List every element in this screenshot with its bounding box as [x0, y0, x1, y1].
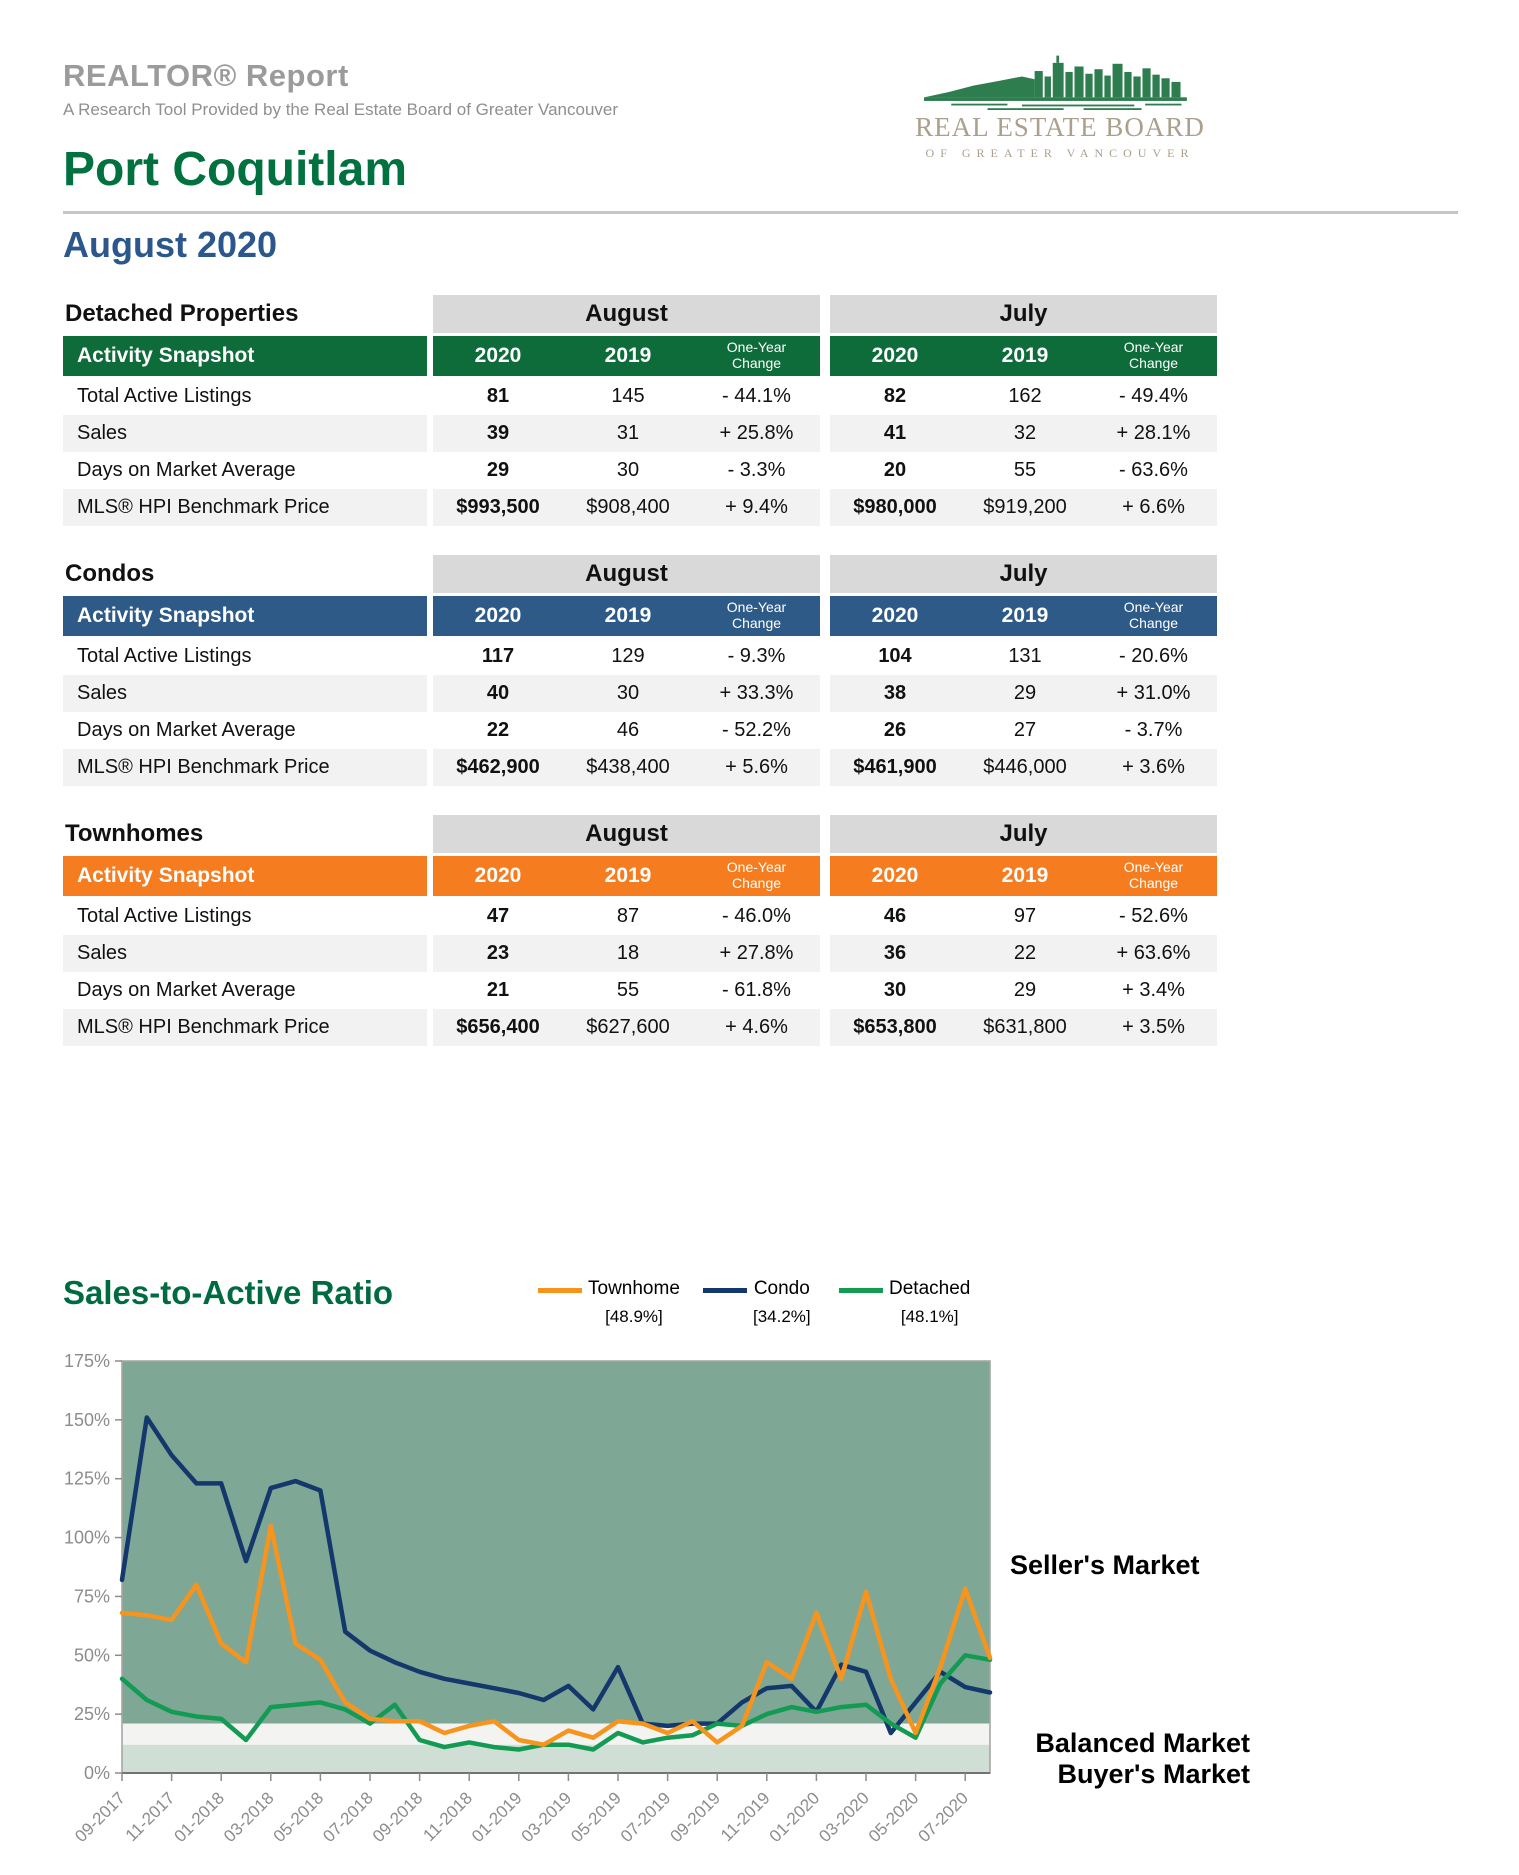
value-cell: $462,900	[433, 749, 563, 786]
table-row	[63, 638, 1217, 675]
balanced-market-label: Balanced Market	[1035, 1728, 1250, 1758]
value-cell: - 63.6%	[1119, 459, 1188, 481]
value-cell: + 25.8%	[693, 415, 820, 452]
table-row	[63, 675, 1217, 712]
one-year-change-header	[1090, 596, 1217, 636]
y-axis-label: 0%	[83, 1763, 110, 1783]
value-cell: 30	[883, 979, 907, 1001]
value-cell: + 63.6%	[1090, 935, 1217, 972]
table-title: Townhomes	[65, 820, 204, 847]
x-axis-label: 03-2018	[220, 1788, 278, 1846]
one-year-change-text: One-Year Change	[726, 859, 787, 891]
chart-title: Sales-to-Active Ratio	[63, 1274, 394, 1311]
month-header-july: July	[830, 555, 1217, 593]
row-label: Days on Market Average	[77, 719, 296, 741]
y-axis-label: 125%	[63, 1468, 110, 1489]
year-header-2020: 2020	[433, 596, 563, 636]
table-detached	[63, 295, 1217, 526]
value-cell: $438,400	[563, 749, 693, 786]
y-axis-label: 50%	[73, 1645, 110, 1666]
x-axis-label: 07-2020	[914, 1788, 973, 1846]
value-cell: 55	[1013, 459, 1037, 481]
one-year-change-text: One-Year Change	[726, 339, 787, 371]
value-cell: $653,800	[830, 1009, 960, 1046]
value-cell: 46	[883, 905, 907, 927]
value-cell: + 5.6%	[693, 749, 820, 786]
value-cell: 81	[486, 385, 510, 407]
year-header-2019: 2019	[960, 856, 1090, 896]
table-header-row	[63, 555, 1217, 593]
value-cell: 82	[883, 385, 907, 407]
value-cell: 162	[1008, 385, 1042, 407]
x-axis-label: 05-2018	[269, 1788, 328, 1846]
value-cell: - 52.6%	[1119, 905, 1188, 927]
row-label: Total Active Listings	[77, 385, 252, 407]
table-row	[63, 1009, 1217, 1046]
activity-snapshot-row	[63, 336, 1217, 376]
value-cell: 145	[611, 385, 645, 407]
year-header-2020: 2020	[433, 336, 563, 376]
value-cell: 22	[960, 935, 1090, 972]
period-title: August 2020	[63, 224, 278, 265]
activity-snapshot-row	[63, 596, 1217, 636]
value-cell: 31	[563, 415, 693, 452]
value-cell: 46	[616, 719, 640, 741]
value-cell: 29	[1013, 979, 1037, 1001]
logo-wordmark: REAL ESTATE BOARD	[915, 112, 1205, 142]
month-header-august: August	[433, 295, 820, 333]
table-title: Condos	[65, 560, 155, 587]
value-cell: 38	[830, 675, 960, 712]
value-cell: 27	[1013, 719, 1037, 741]
table-townhomes	[63, 815, 1217, 1046]
y-axis-label: 175%	[63, 1351, 110, 1371]
x-axis-label: 01-2018	[170, 1788, 229, 1846]
x-axis-label: 09-2017	[71, 1788, 129, 1846]
one-year-change-text: One-Year Change	[1123, 599, 1184, 631]
value-cell: 41	[830, 415, 960, 452]
year-header-2019: 2019	[960, 336, 1090, 376]
year-header-2020: 2020	[830, 336, 960, 376]
table-condos	[63, 555, 1217, 786]
value-cell: 20	[883, 459, 907, 481]
table-row	[63, 415, 1217, 452]
value-cell: - 61.8%	[722, 979, 791, 1001]
legend-item-detached	[839, 1278, 970, 1327]
x-axis-label: 07-2019	[616, 1788, 675, 1846]
value-cell: 117	[481, 645, 515, 667]
row-label: Total Active Listings	[77, 905, 252, 927]
table-row	[63, 935, 1217, 972]
x-axis-label: 01-2020	[765, 1788, 824, 1846]
value-cell: - 49.4%	[1119, 385, 1188, 407]
year-header-2020: 2020	[830, 856, 960, 896]
value-cell: 55	[616, 979, 640, 1001]
value-cell: 30	[563, 675, 693, 712]
month-header-july: July	[830, 295, 1217, 333]
x-axis-label: 11-2017	[121, 1788, 179, 1846]
market-band	[122, 1745, 990, 1773]
activity-snapshot-row	[63, 856, 1217, 896]
table-row	[63, 898, 1217, 935]
value-cell: 18	[563, 935, 693, 972]
one-year-change-header	[693, 596, 820, 636]
year-header-2020: 2020	[830, 596, 960, 636]
legend-current-value: [48.9%]	[605, 1307, 663, 1326]
one-year-change-header	[693, 336, 820, 376]
value-cell: $908,400	[563, 489, 693, 526]
year-header-2019: 2019	[960, 596, 1090, 636]
table-header-row	[63, 295, 1217, 333]
table-row	[63, 712, 1217, 749]
value-cell: $446,000	[960, 749, 1090, 786]
row-label: MLS® HPI Benchmark Price	[63, 1009, 427, 1046]
year-header-2020: 2020	[433, 856, 563, 896]
value-cell: + 3.6%	[1090, 749, 1217, 786]
value-cell: 97	[1013, 905, 1037, 927]
value-cell: - 20.6%	[1119, 645, 1188, 667]
value-cell: + 31.0%	[1090, 675, 1217, 712]
table-row	[63, 378, 1217, 415]
month-header-august: August	[433, 555, 820, 593]
year-header-2019: 2019	[563, 336, 693, 376]
one-year-change-header	[1090, 336, 1217, 376]
y-axis-label: 75%	[73, 1586, 110, 1607]
row-label: MLS® HPI Benchmark Price	[63, 749, 427, 786]
row-label: Total Active Listings	[77, 645, 252, 667]
legend-item-townhome	[538, 1278, 680, 1327]
header-divider	[63, 211, 1458, 214]
value-cell: $656,400	[433, 1009, 563, 1046]
x-axis-label: 05-2020	[864, 1788, 923, 1846]
one-year-change-header	[1090, 856, 1217, 896]
value-cell: 23	[433, 935, 563, 972]
activity-snapshot-label: Activity Snapshot	[63, 336, 427, 376]
table-row	[63, 972, 1217, 1009]
value-cell: 131	[1008, 645, 1042, 667]
activity-snapshot-label: Activity Snapshot	[63, 856, 427, 896]
y-axis-label: 150%	[63, 1409, 110, 1430]
row-label: MLS® HPI Benchmark Price	[63, 489, 427, 526]
vancouver-skyline-icon	[910, 52, 1210, 110]
value-cell: + 33.3%	[693, 675, 820, 712]
x-axis-label: 03-2019	[517, 1788, 576, 1846]
value-cell: 104	[878, 645, 912, 667]
row-label: Sales	[63, 415, 427, 452]
legend-label: Townhome	[588, 1278, 680, 1299]
value-cell: 30	[616, 459, 640, 481]
report-page	[63, 0, 1458, 1853]
month-header-july: July	[830, 815, 1217, 853]
report-subtitle: A Research Tool Provided by the Real Estate Board of Greater Vancouver	[63, 100, 619, 119]
x-axis-label: 01-2019	[468, 1788, 526, 1846]
value-cell: $980,000	[830, 489, 960, 526]
month-header-august: August	[433, 815, 820, 853]
value-cell: 40	[433, 675, 563, 712]
x-axis-label: 11-2019	[716, 1788, 774, 1846]
sellers-market-label: Seller's Market	[1010, 1550, 1200, 1580]
value-cell: 29	[960, 675, 1090, 712]
value-cell: + 3.5%	[1090, 1009, 1217, 1046]
chart-area	[63, 1348, 1458, 1853]
value-cell: $993,500	[433, 489, 563, 526]
y-axis-label: 100%	[63, 1527, 110, 1548]
value-cell: 39	[433, 415, 563, 452]
report-title: REALTOR® Report	[63, 58, 349, 93]
value-cell: - 52.2%	[722, 719, 791, 741]
value-cell: 22	[486, 719, 510, 741]
table-header-row	[63, 815, 1217, 853]
value-cell: 21	[486, 979, 510, 1001]
rebgv-logo	[905, 52, 1215, 161]
value-cell: + 27.8%	[693, 935, 820, 972]
value-cell: 47	[486, 905, 510, 927]
value-cell: $627,600	[563, 1009, 693, 1046]
value-cell: + 4.6%	[693, 1009, 820, 1046]
x-axis-label: 07-2018	[319, 1788, 377, 1846]
value-cell: 87	[616, 905, 640, 927]
townhome-line-swatch	[538, 1288, 582, 1293]
value-cell: - 9.3%	[727, 645, 786, 667]
value-cell: - 46.0%	[722, 905, 791, 927]
table-row	[63, 489, 1217, 526]
legend-current-value: [48.1%]	[900, 1307, 959, 1326]
value-cell: + 3.4%	[1122, 979, 1185, 1001]
value-cell: - 3.7%	[1124, 719, 1183, 741]
value-cell: 32	[960, 415, 1090, 452]
activity-snapshot-label: Activity Snapshot	[63, 596, 427, 636]
x-axis-label: 11-2018	[419, 1788, 477, 1846]
detached-line-swatch	[839, 1288, 883, 1293]
value-cell: + 9.4%	[693, 489, 820, 526]
table-row	[63, 452, 1217, 489]
legend-label: Detached	[889, 1278, 971, 1299]
one-year-change-text: One-Year Change	[1123, 859, 1184, 891]
x-axis-label: 05-2019	[567, 1788, 625, 1846]
value-cell: 36	[830, 935, 960, 972]
buyers-market-label: Buyer's Market	[1057, 1759, 1250, 1789]
value-cell: 129	[611, 645, 645, 667]
y-axis-label: 25%	[73, 1704, 110, 1725]
value-cell: 26	[883, 719, 907, 741]
value-cell: $631,800	[960, 1009, 1090, 1046]
value-cell: + 28.1%	[1090, 415, 1217, 452]
table-title: Detached Properties	[65, 300, 299, 327]
value-cell: - 3.3%	[727, 459, 786, 481]
market-zone-labels	[970, 1728, 1250, 1790]
value-cell: $919,200	[960, 489, 1090, 526]
year-header-2019: 2019	[563, 596, 693, 636]
one-year-change-text: One-Year Change	[1123, 339, 1184, 371]
table-row	[63, 749, 1217, 786]
year-header-2019: 2019	[563, 856, 693, 896]
one-year-change-text: One-Year Change	[726, 599, 787, 631]
value-cell: - 44.1%	[722, 385, 791, 407]
value-cell: 29	[486, 459, 510, 481]
report-header	[63, 58, 1458, 266]
area-title: Port Coquitlam	[63, 143, 407, 196]
row-label: Sales	[63, 675, 427, 712]
sales-to-active-chart	[63, 1348, 1023, 1853]
condo-line-swatch	[703, 1288, 747, 1293]
x-axis-label: 09-2019	[666, 1788, 725, 1846]
x-axis-label: 09-2018	[368, 1788, 427, 1846]
row-label: Sales	[63, 935, 427, 972]
sales-to-active-section	[63, 1274, 1458, 1853]
row-label: Days on Market Average	[77, 979, 296, 1001]
legend-current-value: [34.2%]	[753, 1307, 811, 1326]
value-cell: + 6.6%	[1090, 489, 1217, 526]
row-label: Days on Market Average	[77, 459, 296, 481]
logo-wordmark-sub: OF GREATER VANCOUVER	[925, 146, 1195, 160]
value-cell: $461,900	[830, 749, 960, 786]
x-axis-label: 03-2020	[815, 1788, 873, 1846]
legend-label: Condo	[753, 1278, 810, 1299]
legend-item-condo	[703, 1278, 811, 1327]
one-year-change-header	[693, 856, 820, 896]
